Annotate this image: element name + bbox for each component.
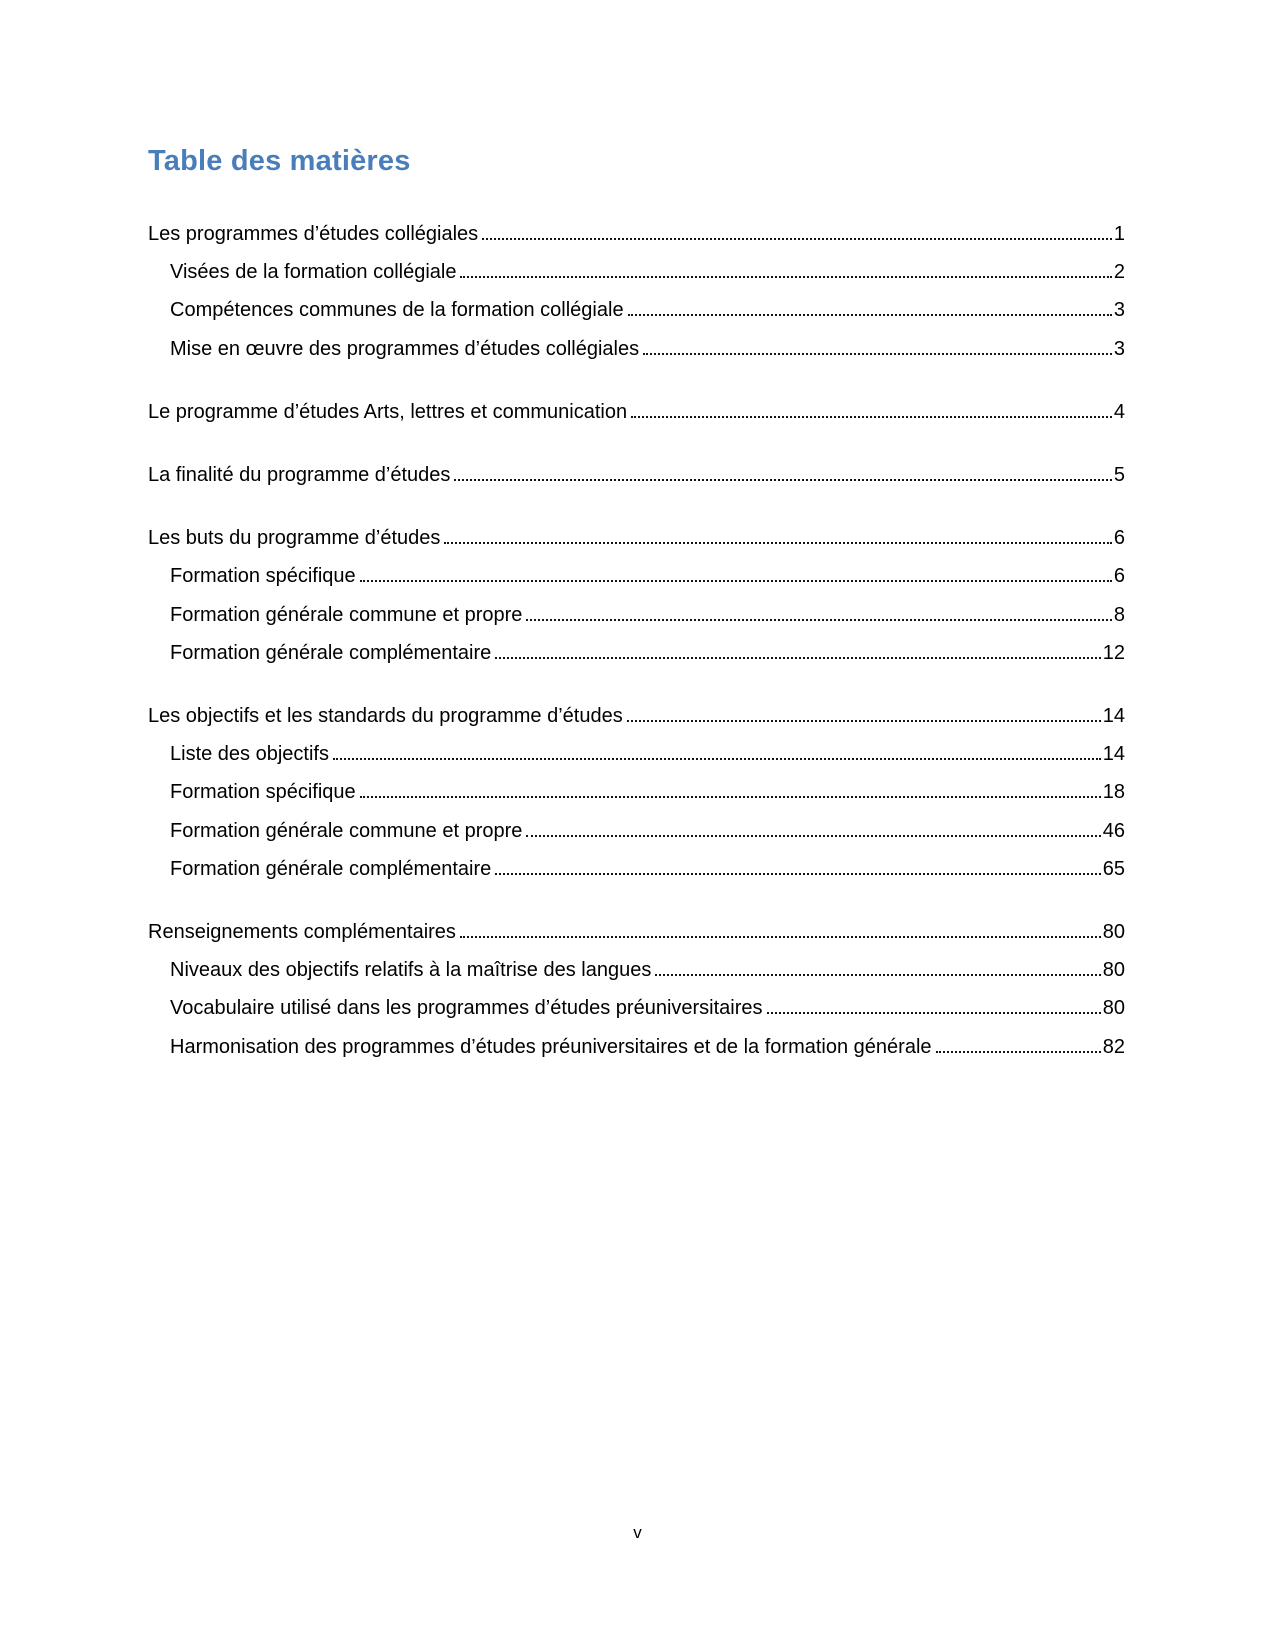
toc-entry[interactable] [148, 634, 1125, 672]
toc-entry-page: 14 [1102, 743, 1125, 766]
toc-entry[interactable] [148, 557, 1125, 595]
toc-entry-label: Les programmes d’études collégiales [148, 223, 479, 245]
toc-entry[interactable] [148, 519, 1125, 557]
toc-entry-page: 1 [1113, 223, 1125, 245]
toc-leader-dots [460, 276, 1111, 278]
toc-entry-label: Formation générale commune et propre [170, 603, 523, 626]
toc-leader-dots [460, 936, 1101, 938]
toc-entry-label: Compétences communes de la formation collégiale [170, 299, 624, 322]
toc-entry[interactable] [148, 850, 1125, 888]
toc-leader-dots [454, 479, 1111, 481]
toc-group [148, 913, 1125, 1066]
toc-leader-dots [631, 416, 1112, 418]
toc-entry[interactable] [148, 735, 1125, 773]
toc-group [148, 519, 1125, 672]
toc-leader-dots [628, 314, 1112, 316]
toc-leader-dots [482, 238, 1112, 240]
toc-leader-dots [444, 542, 1111, 544]
toc-entry[interactable] [148, 913, 1125, 951]
toc-entry-page: 82 [1102, 1035, 1125, 1058]
toc-entry[interactable] [148, 253, 1125, 291]
toc-leader-dots [627, 720, 1101, 722]
toc-entry-label: Formation spécifique [170, 565, 356, 588]
toc-entry-page: 8 [1113, 603, 1125, 626]
toc-entry[interactable] [148, 951, 1125, 989]
toc-leader-dots [333, 758, 1101, 760]
toc-group [148, 393, 1125, 431]
toc-entry-page: 4 [1113, 400, 1125, 423]
toc-entry-page: 12 [1102, 641, 1125, 664]
toc-entry-page: 65 [1102, 857, 1125, 880]
toc-leader-dots [655, 974, 1100, 976]
toc-entry-label: La finalité du programme d’études [148, 464, 451, 487]
toc-entry[interactable] [148, 596, 1125, 634]
toc-entry-page: 80 [1102, 921, 1125, 944]
toc-entry-label: Les buts du programme d’études [148, 527, 441, 550]
toc-entry[interactable] [148, 697, 1125, 735]
toc-entry-label: Formation spécifique [170, 781, 356, 804]
toc-group [148, 456, 1125, 494]
toc-entry-page: 6 [1113, 565, 1125, 588]
toc-entry-label: Liste des objectifs [170, 743, 329, 766]
toc-entry-page: 6 [1113, 527, 1125, 550]
toc-leader-dots [643, 353, 1112, 355]
toc-entry[interactable] [148, 1028, 1125, 1066]
page-title: Table des matières [148, 145, 411, 177]
toc-entry[interactable] [148, 215, 1125, 253]
toc-entry-label: Visées de la formation collégiale [170, 261, 457, 284]
toc-leader-dots [767, 1012, 1101, 1014]
toc-entry-page: 3 [1113, 337, 1125, 360]
toc-entry-label: Vocabulaire utilisé dans les programmes d’études préuniversitaires [170, 997, 763, 1020]
toc-group [148, 215, 1125, 368]
toc-entry[interactable] [148, 456, 1125, 494]
toc-leader-dots [526, 835, 1100, 837]
toc-entry-label: Formation générale complémentaire [170, 641, 492, 664]
page-footer-number: v [633, 1523, 642, 1542]
toc-leader-dots [936, 1051, 1101, 1053]
toc-entry-label: Formation générale commune et propre [170, 819, 523, 842]
toc-entry-page: 2 [1113, 261, 1125, 284]
toc-leader-dots [360, 580, 1112, 582]
toc-entry-page: 18 [1102, 781, 1125, 804]
toc-leader-dots [526, 619, 1111, 621]
toc-entry-page: 5 [1113, 464, 1125, 487]
toc-entry-label: Harmonisation des programmes d’études préuniversitaires et de la formation générale [170, 1035, 932, 1058]
toc-entry-page: 80 [1102, 959, 1125, 982]
toc-entry-label: Mise en œuvre des programmes d’études collégiales [170, 337, 640, 360]
toc-entry[interactable] [148, 291, 1125, 329]
table-of-contents [148, 215, 1125, 1066]
toc-leader-dots [495, 873, 1100, 875]
toc-entry-page: 80 [1102, 997, 1125, 1020]
toc-leader-dots [360, 796, 1101, 798]
toc-entry-label: Formation générale complémentaire [170, 857, 492, 880]
toc-entry-label: Les objectifs et les standards du programme d’études [148, 705, 623, 728]
toc-entry[interactable] [148, 812, 1125, 850]
toc-entry-page: 46 [1102, 819, 1125, 842]
toc-entry[interactable] [148, 393, 1125, 431]
toc-group [148, 697, 1125, 888]
toc-entry-label: Le programme d’études Arts, lettres et communication [148, 400, 628, 423]
toc-entry[interactable] [148, 330, 1125, 368]
toc-leader-dots [495, 657, 1100, 659]
toc-entry-label: Niveaux des objectifs relatifs à la maîtrise des langues [170, 959, 652, 982]
toc-entry-page: 14 [1102, 705, 1125, 728]
toc-entry[interactable] [148, 773, 1125, 811]
toc-entry[interactable] [148, 989, 1125, 1027]
toc-entry-label: Renseignements complémentaires [148, 921, 456, 944]
toc-entry-page: 3 [1113, 299, 1125, 322]
